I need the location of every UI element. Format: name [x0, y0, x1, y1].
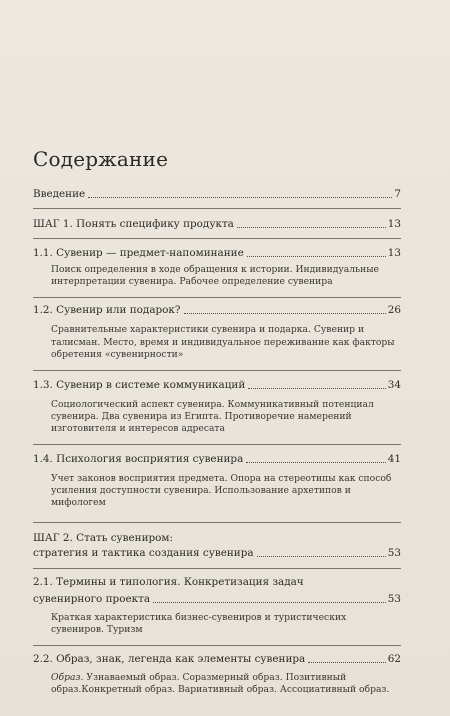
toc-page-number: 13 [387, 218, 401, 230]
toc-page-number: 53 [387, 547, 401, 560]
divider [33, 522, 401, 523]
divider [33, 370, 401, 371]
toc-entry-description: Социологический аспект сувенира. Коммуникативный потенциал сувенира. Два сувенира из Египта. Противоречие намерений изготовителя и интересов адресата [51, 399, 374, 435]
toc-entry-description: Краткая характеристика бизнес-сувениров и туристических сувениров. Туризм [51, 612, 347, 636]
toc-entry-2-2[interactable] [33, 653, 401, 666]
toc-page-number: 26 [387, 304, 401, 317]
page-title: Содержание [33, 147, 169, 171]
description-text: Узнаваемый образ. Соразмерный образ. Позитивный образ.Конкретный образ. Вариативный образ. Ассоциативный образ. [51, 671, 390, 695]
dot-leader [247, 256, 386, 257]
toc-page-number: 34 [387, 379, 401, 392]
toc-entry-label: 1.1. Сувенир — предмет-напоминание [33, 247, 244, 259]
divider [33, 568, 401, 569]
dot-leader [248, 388, 386, 389]
dot-leader [257, 556, 386, 557]
toc-entry-description: Поиск определения в ходе обращения к истории. Индивидуальные интерпретации сувенира. Рабочее определение сувенира [51, 264, 379, 288]
toc-entry-label-line2: сувенирного проекта [33, 593, 151, 606]
table-of-contents [33, 188, 401, 696]
divider [33, 444, 401, 445]
toc-entry-label: ШАГ 1. Понять специфику продукта [33, 218, 234, 230]
dot-leader [246, 462, 385, 463]
toc-page-number: 62 [387, 652, 401, 665]
toc-page-number: 53 [387, 593, 401, 606]
toc-entry-label-line2: стратегия и тактика создания сувенира [33, 547, 254, 560]
toc-entry-description: Учет законов восприятия предмета. Опора на стереотипы как способ усиления доступности сувенира. Использование архетипов и мифологем [51, 472, 392, 509]
toc-entry-label: Введение [33, 188, 86, 200]
divider [33, 238, 401, 239]
toc-entry-1-3[interactable] [33, 379, 401, 392]
toc-entry-label: 2.2. Образ, знак, легенда как элементы сувенира [33, 652, 306, 665]
toc-entry-2-1[interactable] [33, 576, 401, 606]
toc-entry-label-line1: ШАГ 2. Стать сувениром: [33, 532, 173, 545]
toc-entry-label-row [33, 547, 401, 560]
divider [33, 645, 401, 646]
toc-entry-1-4[interactable] [33, 453, 401, 466]
dot-leader [308, 662, 386, 663]
toc-entry-step1[interactable] [33, 218, 401, 231]
divider [33, 208, 401, 209]
toc-entry-1-2[interactable] [33, 304, 401, 317]
toc-page-number: 7 [394, 188, 401, 200]
dot-leader [184, 313, 386, 314]
dot-leader [237, 227, 386, 228]
toc-entry-label-line1: 2.1. Термины и типология. Конкретизация задач [33, 576, 304, 589]
toc-entry-label: 1.4. Психология восприятия сувенира [33, 452, 244, 465]
toc-entry-label-row [33, 593, 401, 606]
toc-entry-label: 1.2. Сувенир или подарок? [33, 304, 181, 317]
divider [33, 297, 401, 298]
toc-entry-label: 1.3. Сувенир в системе коммуникаций [33, 379, 246, 392]
toc-entry-intro[interactable] [33, 188, 401, 201]
toc-page-number: 13 [387, 247, 401, 259]
italic-term: Образ. [51, 671, 84, 683]
toc-page-number: 41 [387, 452, 401, 465]
toc-entry-description [51, 672, 401, 696]
toc-entry-1-1[interactable] [33, 247, 401, 260]
dot-leader [88, 197, 392, 198]
toc-entry-step2[interactable] [33, 532, 401, 560]
toc-entry-description: Сравнительные характеристики сувенира и подарка. Сувенир и талисман. Место, время и индивидуальное переживание как факторы обретения «сувенирности» [51, 324, 395, 360]
dot-leader [153, 602, 386, 603]
